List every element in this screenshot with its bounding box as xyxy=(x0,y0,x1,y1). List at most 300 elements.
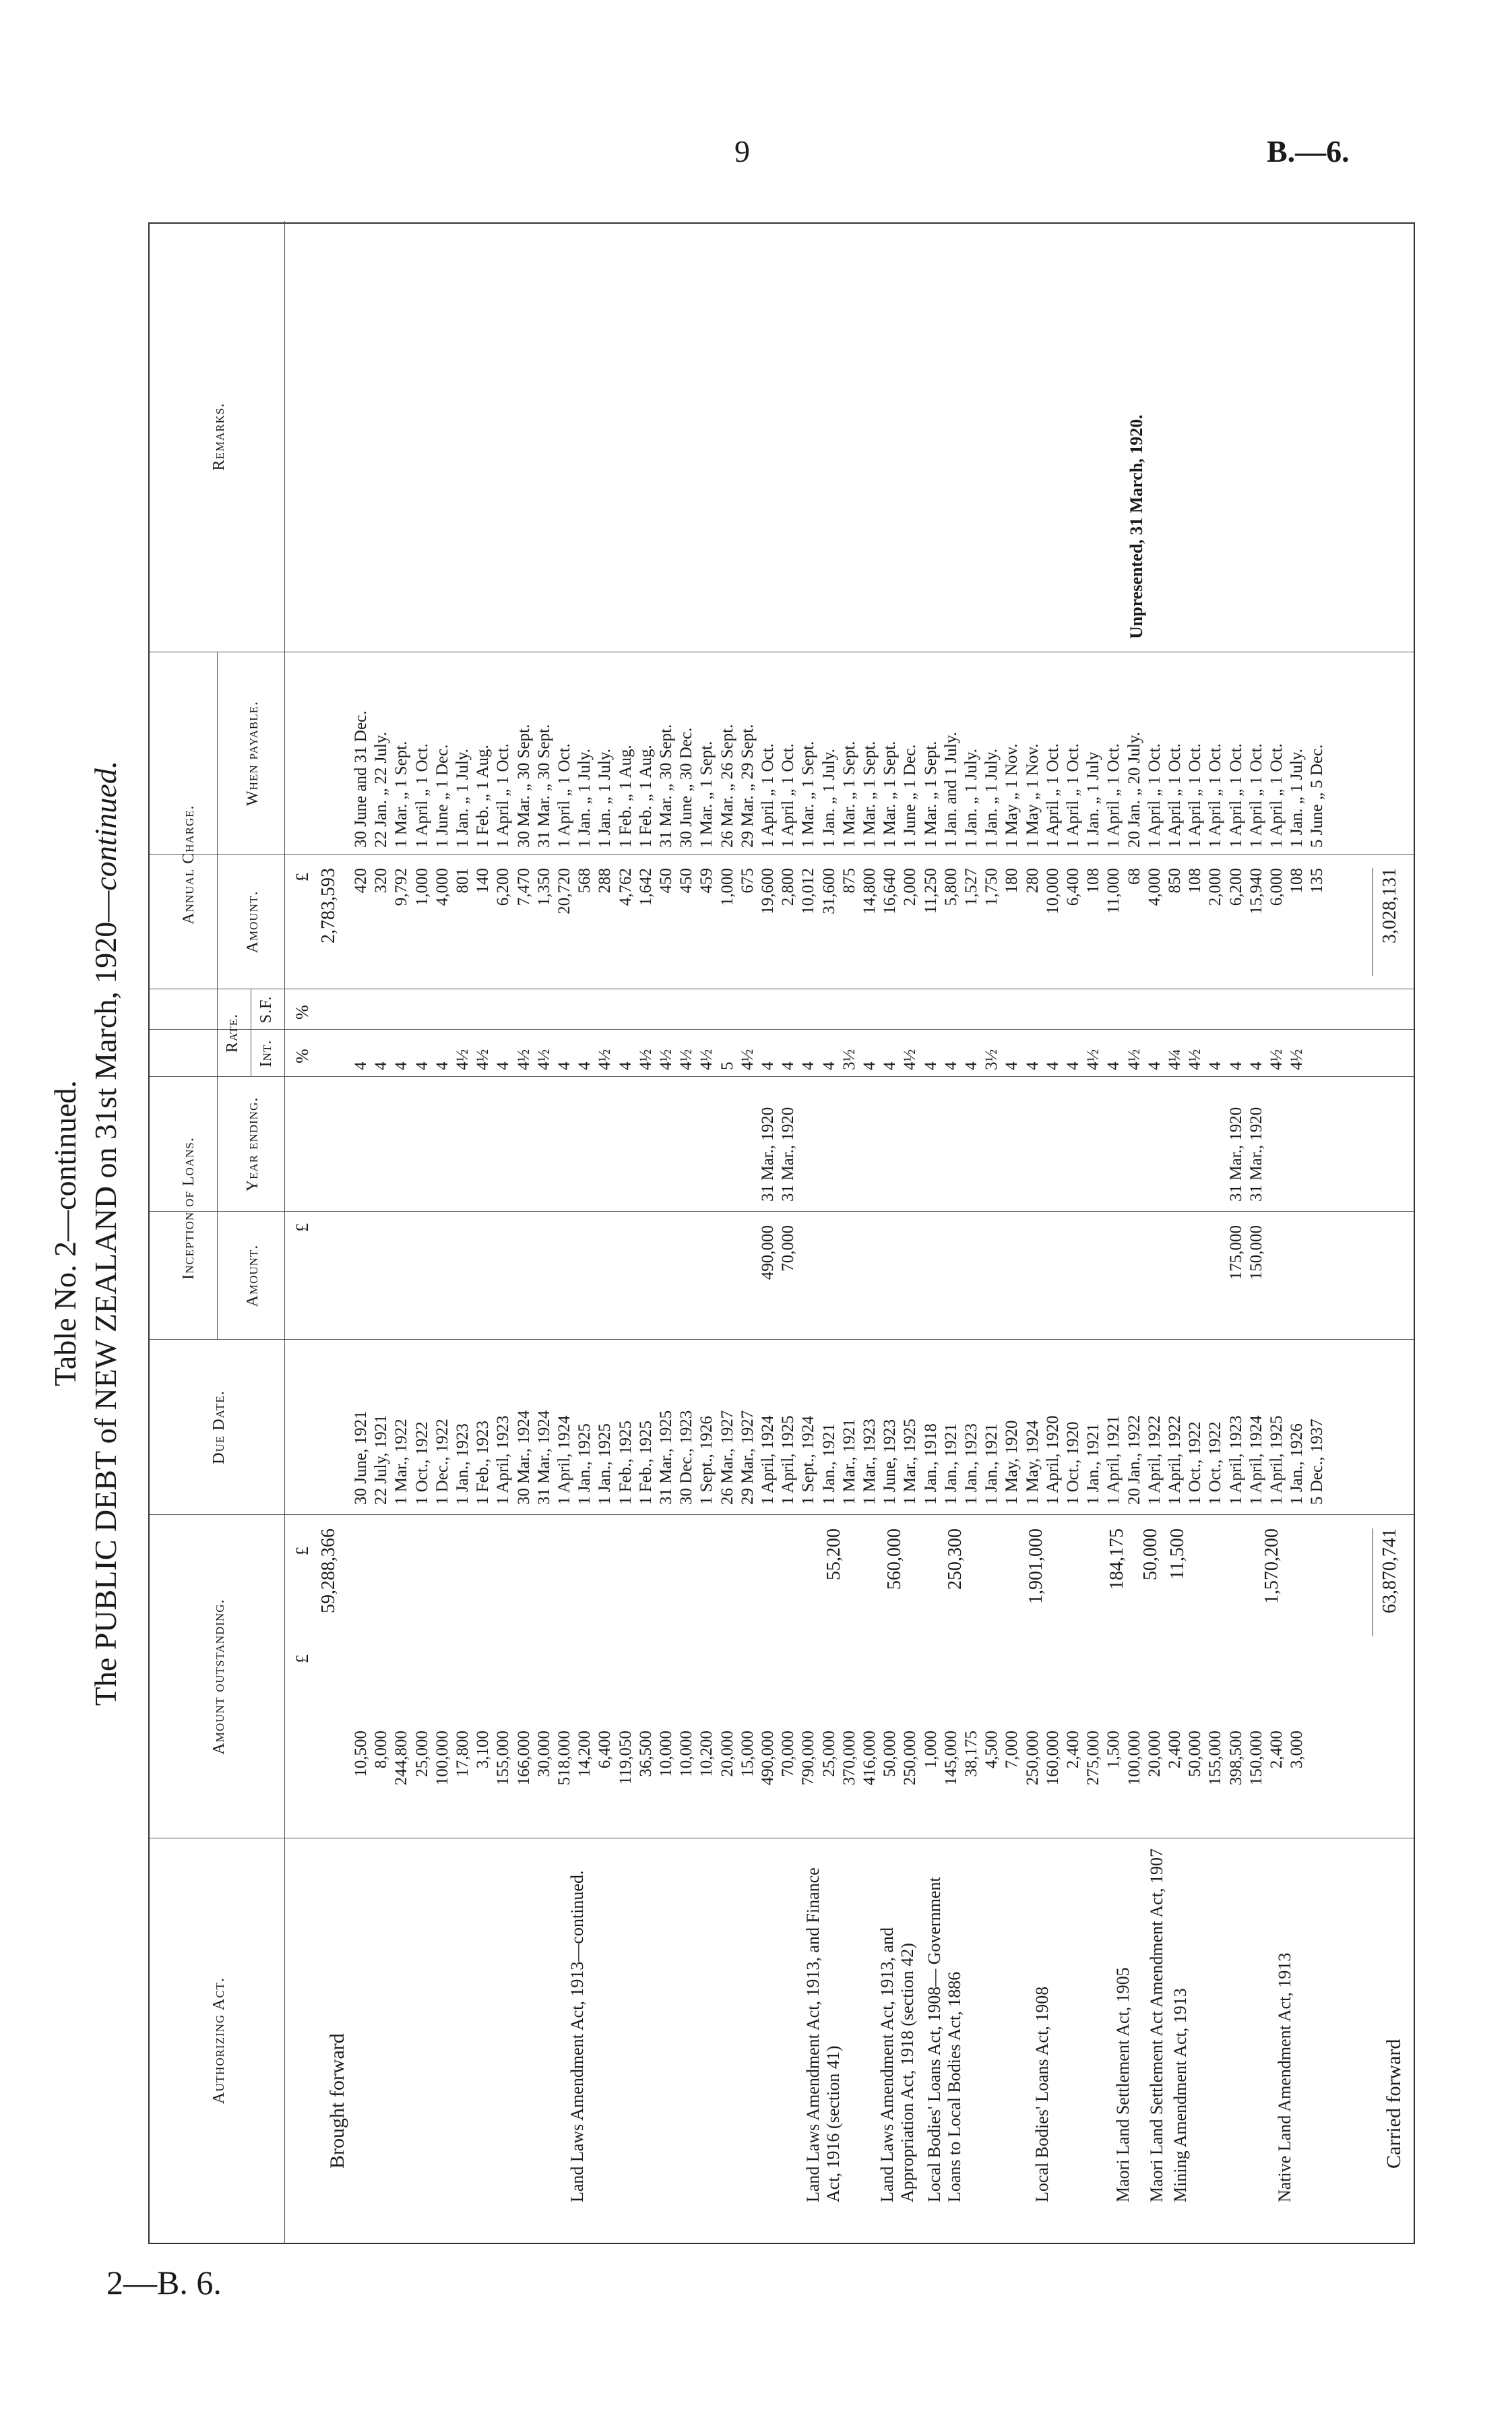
table-title xyxy=(88,222,123,2244)
inception-year: 31 Mar., 1920 xyxy=(1247,1107,1265,1202)
interest-rate: 4 xyxy=(412,1061,431,1070)
when-payable: 1 April „ 1 Oct. xyxy=(759,743,777,848)
when-payable: 1 Jan. „ 1 July. xyxy=(819,749,838,848)
when-payable: 1 June „ 1 Dec. xyxy=(901,744,920,848)
outstanding-amount: 155,000 xyxy=(494,1731,513,1786)
due-date: 1 Oct., 1922 xyxy=(1206,1421,1225,1505)
due-date: 1 Sept., 1926 xyxy=(697,1416,716,1505)
due-date: 20 Jan., 1922 xyxy=(1125,1415,1143,1505)
page-number: 9 xyxy=(734,134,750,168)
interest-rate: 4½ xyxy=(677,1049,696,1070)
outstanding-amount: 38,175 xyxy=(962,1731,980,1777)
outstanding-amount: 50,000 xyxy=(881,1731,900,1777)
interest-rate: 4½ xyxy=(738,1049,757,1070)
due-date: 1 Mar., 1922 xyxy=(392,1419,411,1505)
when-payable: 30 June and 31 Dec. xyxy=(352,710,370,848)
group-act-native-land: Native Land Amendment Act, 1913 xyxy=(1275,1952,1294,2202)
due-date: 1 Jan., 1918 xyxy=(921,1423,940,1505)
annual-charge-amount: 2,800 xyxy=(779,868,798,906)
annual-charge-amount: 320 xyxy=(372,868,391,894)
interest-rate: 4 xyxy=(1206,1061,1225,1070)
table-row xyxy=(1247,221,1265,2243)
due-date: 1 May, 1920 xyxy=(1003,1420,1021,1505)
table-row xyxy=(352,221,370,2243)
interest-rate: 4 xyxy=(1247,1061,1265,1070)
interest-rate: 4½ xyxy=(534,1049,553,1070)
annual-charge-amount: 850 xyxy=(1166,868,1184,894)
due-date: 1 Jan., 1921 xyxy=(941,1423,960,1505)
unit-pct: % xyxy=(292,1005,312,1020)
carried-forward-label: Carried forward xyxy=(1383,2039,1405,2169)
footer-code: 2—B. 6. xyxy=(106,2264,222,2301)
outstanding-amount: 490,000 xyxy=(759,1731,777,1786)
when-payable: 1 April „ 1 Oct. xyxy=(494,743,513,848)
annual-charge-amount: 5,800 xyxy=(941,868,960,906)
interest-rate: 4½ xyxy=(901,1049,920,1070)
annual-charge-amount: 11,000 xyxy=(1104,868,1123,914)
annual-rule xyxy=(217,652,218,1077)
table-row xyxy=(474,221,493,2243)
annual-charge-amount: 16,640 xyxy=(881,868,900,914)
annual-charge-amount: 9,792 xyxy=(392,868,411,906)
annual-charge-amount: 1,000 xyxy=(718,868,736,906)
annual-charge-amount: 4,000 xyxy=(1145,868,1164,906)
interest-rate: 4½ xyxy=(474,1049,493,1070)
interest-rate: 4½ xyxy=(1125,1049,1143,1070)
inception-rule xyxy=(217,1077,218,1340)
interest-rate: 4½ xyxy=(697,1049,716,1070)
outstanding-amount: 790,000 xyxy=(799,1731,818,1786)
outstanding-amount: 2,400 xyxy=(1064,1731,1082,1769)
header-inc-year: Year ending. xyxy=(244,1096,261,1192)
annual-charge-amount: 288 xyxy=(596,868,615,894)
when-payable: 1 June „ 1 Dec. xyxy=(433,744,451,848)
when-payable: 1 April „ 1 Oct. xyxy=(1226,743,1245,848)
annual-charge-amount: 10,012 xyxy=(799,868,818,914)
annual-charge-amount: 15,940 xyxy=(1247,868,1265,914)
group-act-mining: Mining Amendment Act, 1913 xyxy=(1170,1988,1190,2202)
outstanding-amount: 145,000 xyxy=(941,1731,960,1786)
due-date: 1 Jan., 1923 xyxy=(453,1423,472,1505)
group-total-appropriation: 560,000 xyxy=(884,1528,905,1590)
due-date: 1 April, 1920 xyxy=(1043,1415,1062,1505)
due-date: 1 April, 1924 xyxy=(555,1415,573,1505)
annual-charge-amount: 108 xyxy=(1084,868,1103,894)
group-total-native-land: 1,570,200 xyxy=(1261,1528,1282,1604)
when-payable: 1 Feb. „ 1 Aug. xyxy=(616,745,635,848)
due-date: 30 Mar., 1924 xyxy=(514,1410,533,1505)
when-payable: 1 April „ 1 Oct. xyxy=(1043,743,1062,848)
interest-rate: 4 xyxy=(1145,1061,1164,1070)
outstanding-amount: 10,000 xyxy=(657,1731,675,1777)
annual-charge-amount: 108 xyxy=(1288,868,1306,894)
interest-rate: 4 xyxy=(433,1061,451,1070)
due-date: 1 Jan., 1921 xyxy=(982,1423,1001,1505)
outstanding-amount: 25,000 xyxy=(819,1731,838,1777)
when-payable: 1 April „ 1 Oct. xyxy=(412,743,431,848)
interest-rate: 4 xyxy=(860,1061,879,1070)
due-date: 1 Mar., 1925 xyxy=(901,1419,920,1505)
outstanding-amount: 150,000 xyxy=(1247,1731,1265,1786)
annual-charge-amount: 140 xyxy=(474,868,493,894)
table-row xyxy=(779,221,798,2243)
annual-charge-amount: 1,527 xyxy=(962,868,980,906)
when-payable: 1 Mar. „ 1 Sept. xyxy=(840,741,858,848)
annual-charge-amount: 180 xyxy=(1003,868,1021,894)
header-rate: Rate. xyxy=(224,1013,241,1053)
when-payable: 1 April „ 1 Oct. xyxy=(1166,743,1184,848)
due-date: 31 Mar., 1925 xyxy=(657,1410,675,1505)
unit-pound: £ xyxy=(292,1654,312,1663)
carried-forward-charge: 3,028,131 xyxy=(1379,868,1400,943)
annual-charge-amount: 6,200 xyxy=(1226,868,1245,906)
inception-year: 31 Mar., 1920 xyxy=(759,1107,777,1202)
outstanding-amount: 2,400 xyxy=(1267,1731,1286,1769)
table-row xyxy=(616,221,635,2243)
interest-rate: 4¼ xyxy=(1166,1049,1184,1070)
due-date: 1 Dec., 1922 xyxy=(433,1419,451,1505)
interest-rate: 4 xyxy=(799,1061,818,1070)
group-act-maori-1905: Maori Land Settlement Act, 1905 xyxy=(1113,1967,1133,2202)
outstanding-amount: 70,000 xyxy=(779,1731,798,1777)
due-date: 1 May, 1924 xyxy=(1023,1420,1042,1505)
outstanding-amount: 30,000 xyxy=(534,1731,553,1777)
outstanding-amount: 10,000 xyxy=(677,1731,696,1777)
due-date: 1 April, 1925 xyxy=(779,1415,798,1505)
table-title-continued: continued. xyxy=(88,760,123,891)
header-due: Due Date. xyxy=(210,1390,228,1464)
outstanding-amount: 8,000 xyxy=(372,1731,391,1769)
outstanding-amount: 50,000 xyxy=(1186,1731,1205,1777)
header-rule xyxy=(284,221,285,2243)
outstanding-amount: 10,500 xyxy=(352,1731,370,1777)
table-row xyxy=(1084,221,1103,2243)
remark-unpresented: Unpresented, 31 March, 1920. xyxy=(1127,414,1146,639)
table-row xyxy=(433,221,451,2243)
table-row xyxy=(1186,221,1205,2243)
interest-rate: 4 xyxy=(921,1061,940,1070)
due-date: 1 Mar., 1923 xyxy=(860,1419,879,1505)
due-date: 1 Jan., 1926 xyxy=(1288,1423,1306,1505)
due-date: 1 Feb., 1923 xyxy=(474,1421,493,1505)
when-payable: 1 May „ 1 Nov. xyxy=(1003,743,1021,848)
outstanding-amount: 155,000 xyxy=(1206,1731,1225,1786)
interest-rate: 4 xyxy=(759,1061,777,1070)
table-row xyxy=(555,221,573,2243)
annual-charge-amount: 4,000 xyxy=(433,868,451,906)
carried-forward-total: 63,870,741 xyxy=(1379,1528,1400,1613)
when-payable: 29 Mar. „ 29 Sept. xyxy=(738,724,757,848)
group-total-maori-1905: 184,175 xyxy=(1106,1528,1127,1590)
when-payable: 1 April „ 1 Oct. xyxy=(1267,743,1286,848)
when-payable: 1 Jan. „ 1 July xyxy=(1084,751,1103,848)
outstanding-amount: 2,400 xyxy=(1166,1731,1184,1769)
due-date: 1 April, 1921 xyxy=(1104,1415,1123,1505)
interest-rate: 3½ xyxy=(840,1049,858,1070)
outstanding-amount: 10,200 xyxy=(697,1731,716,1777)
inception-amount: 70,000 xyxy=(779,1225,798,1272)
table-row xyxy=(514,221,533,2243)
table-row xyxy=(1043,221,1062,2243)
annual-charge-amount: 568 xyxy=(575,868,594,894)
interest-rate: 3½ xyxy=(982,1049,1001,1070)
due-date: 1 April, 1923 xyxy=(494,1415,513,1505)
interest-rate: 4 xyxy=(1104,1061,1123,1070)
due-date: 1 Jan., 1923 xyxy=(962,1423,980,1505)
when-payable: 1 Mar. „ 1 Sept. xyxy=(921,741,940,848)
outstanding-amount: 416,000 xyxy=(860,1731,879,1786)
when-payable: 1 Feb. „ 1 Aug. xyxy=(474,745,493,848)
table-row xyxy=(860,221,879,2243)
due-date: 1 Oct., 1922 xyxy=(412,1421,431,1505)
outstanding-amount: 166,000 xyxy=(514,1731,533,1786)
when-payable: 31 Mar. „ 30 Sept. xyxy=(657,724,675,848)
interest-rate: 4 xyxy=(494,1061,513,1070)
interest-rate: 4½ xyxy=(1267,1049,1286,1070)
interest-rate: 4 xyxy=(1064,1061,1082,1070)
annual-charge-amount: 7,470 xyxy=(514,868,533,906)
brought-forward-label: Brought forward xyxy=(326,2033,348,2169)
due-date: 26 Mar., 1927 xyxy=(718,1410,736,1505)
group-act-maori-1907: Maori Land Settlement Act Amendment Act, 1907 xyxy=(1147,1849,1166,2202)
table-row xyxy=(453,221,472,2243)
header-int: Int. xyxy=(257,1039,275,1067)
when-payable: 1 April „ 1 Oct. xyxy=(1206,743,1225,848)
annual-charge-amount: 4,762 xyxy=(616,868,635,906)
outstanding-amount: 119,050 xyxy=(616,1731,635,1785)
due-date: 1 Jan., 1921 xyxy=(819,1423,838,1505)
annual-charge-amount: 875 xyxy=(840,868,858,894)
when-payable: 1 April „ 1 Oct. xyxy=(555,743,573,848)
inception-amount: 150,000 xyxy=(1247,1225,1265,1280)
annual-charge-amount: 108 xyxy=(1186,868,1205,894)
when-payable: 1 Mar. „ 1 Sept. xyxy=(697,741,716,848)
annual-charge-amount: 6,200 xyxy=(494,868,513,906)
interest-rate: 4 xyxy=(616,1061,635,1070)
table-row xyxy=(1308,221,1327,2243)
when-payable: 1 April „ 1 Oct. xyxy=(1145,743,1164,848)
interest-rate: 4 xyxy=(1226,1061,1245,1070)
due-date: 1 April, 1924 xyxy=(759,1415,777,1505)
when-payable: 26 Mar. „ 26 Sept. xyxy=(718,724,736,848)
header-act: Authorizing Act. xyxy=(210,1977,228,2104)
annual-charge-amount: 10,000 xyxy=(1043,868,1062,914)
table-row xyxy=(697,221,716,2243)
interest-rate: 4 xyxy=(1043,1061,1062,1070)
when-payable: 1 May „ 1 Nov. xyxy=(1023,743,1042,848)
table-row xyxy=(596,221,615,2243)
unit-pound: £ xyxy=(292,873,312,881)
when-payable: 1 Jan. „ 1 July. xyxy=(982,749,1001,848)
annual-charge-amount: 20,720 xyxy=(555,868,573,914)
annual-charge-amount: 675 xyxy=(738,868,757,894)
when-payable: 1 April „ 1 Oct. xyxy=(1104,743,1123,848)
interest-rate: 4½ xyxy=(596,1049,615,1070)
annual-charge-amount: 6,400 xyxy=(1064,868,1082,906)
outstanding-amount: 250,000 xyxy=(901,1731,920,1786)
group-total-mining: 11,500 xyxy=(1167,1528,1188,1580)
outstanding-amount: 370,000 xyxy=(840,1731,858,1786)
interest-rate: 4 xyxy=(1023,1061,1042,1070)
inception-year: 31 Mar., 1920 xyxy=(1226,1107,1245,1202)
table-title-main: The PUBLIC DEBT of NEW ZEALAND on 31st March, 1920— xyxy=(88,890,123,1706)
due-date: 30 June, 1921 xyxy=(352,1410,370,1505)
header-sf: S.F. xyxy=(257,995,275,1024)
due-date: 30 Dec., 1923 xyxy=(677,1410,696,1505)
table-row xyxy=(982,221,1001,2243)
when-payable: 1 Jan. and 1 July. xyxy=(941,732,960,848)
header-annual: Annual Charge. xyxy=(180,805,197,925)
outstanding-amount: 244,800 xyxy=(392,1731,411,1786)
when-payable: 1 Mar. „ 1 Sept. xyxy=(799,741,818,848)
due-date: 1 Jan., 1925 xyxy=(596,1423,615,1505)
unit-pound: £ xyxy=(292,1547,312,1555)
annual-charge-amount: 19,600 xyxy=(759,868,777,914)
group-act-appropriation: Land Laws Amendment Act, 1913, and Appropriation Act, 1918 (section 42) xyxy=(877,1927,917,2202)
due-date: 5 Dec., 1937 xyxy=(1308,1419,1327,1505)
interest-rate: 4 xyxy=(1003,1061,1021,1070)
brought-forward-charge: 2,783,593 xyxy=(318,868,339,943)
when-payable: 31 Mar. „ 30 Sept. xyxy=(534,724,553,848)
rotated-table-sheet xyxy=(48,88,1435,2244)
annual-charge-amount: 1,350 xyxy=(534,868,553,906)
outstanding-amount: 7,000 xyxy=(1003,1731,1021,1769)
interest-rate: 4 xyxy=(779,1061,798,1070)
inception-amount: 175,000 xyxy=(1226,1225,1245,1280)
due-date: 29 Mar., 1927 xyxy=(738,1410,757,1505)
annual-charge-amount: 1,642 xyxy=(636,868,655,906)
group-total-local-bodies-1886: 250,300 xyxy=(945,1528,966,1590)
annual-charge-amount: 135 xyxy=(1308,868,1327,894)
annual-charge-amount: 1,750 xyxy=(982,868,1001,906)
when-payable: 1 April „ 1 Oct. xyxy=(1247,743,1265,848)
outstanding-amount: 17,800 xyxy=(453,1731,472,1777)
interest-rate: 4 xyxy=(392,1061,411,1070)
outstanding-amount: 398,500 xyxy=(1226,1731,1245,1786)
outstanding-amount: 3,000 xyxy=(1288,1731,1306,1769)
outstanding-amount: 518,000 xyxy=(555,1731,573,1786)
annual-charge-amount: 1,000 xyxy=(412,868,431,906)
outstanding-amount: 100,000 xyxy=(433,1731,451,1786)
header-when: When payable. xyxy=(244,701,261,806)
group-total-local-bodies: 1,901,000 xyxy=(1026,1528,1046,1604)
table-row xyxy=(1003,221,1021,2243)
interest-rate: 4½ xyxy=(514,1049,533,1070)
table-row xyxy=(392,221,411,2243)
header-inc-amount: Amount. xyxy=(244,1244,261,1307)
when-payable: 1 Mar. „ 1 Sept. xyxy=(392,741,411,848)
table-number: Table No. 2—continued. xyxy=(48,1080,82,1387)
interest-rate: 4 xyxy=(941,1061,960,1070)
brought-forward-total: 59,288,366 xyxy=(318,1528,339,1613)
group-total-maori-1907: 50,000 xyxy=(1140,1528,1161,1580)
interest-rate: 4 xyxy=(555,1061,573,1070)
interest-rate: 4 xyxy=(372,1061,391,1070)
table-row xyxy=(372,221,391,2243)
table-row xyxy=(1226,221,1245,2243)
when-payable: 1 April „ 1 Oct. xyxy=(1064,743,1082,848)
inception-amount: 490,000 xyxy=(759,1225,777,1280)
when-payable: 1 Feb. „ 1 Aug. xyxy=(636,745,655,848)
when-payable: 1 April „ 1 Oct. xyxy=(1186,743,1205,848)
outstanding-amount: 1,500 xyxy=(1104,1731,1123,1769)
outstanding-amount: 160,000 xyxy=(1043,1731,1062,1786)
interest-rate: 4½ xyxy=(657,1049,675,1070)
table-row xyxy=(534,221,553,2243)
due-date: 22 July, 1921 xyxy=(372,1415,391,1505)
when-payable: 30 Mar. „ 30 Sept. xyxy=(514,724,533,848)
table-row xyxy=(412,221,431,2243)
due-date: 1 April, 1924 xyxy=(1247,1415,1265,1505)
table-row xyxy=(657,221,675,2243)
when-payable: 30 June „ 30 Dec. xyxy=(677,727,696,848)
annual-charge-amount: 450 xyxy=(657,868,675,894)
inception-year: 31 Mar., 1920 xyxy=(779,1107,798,1202)
outstanding-amount: 1,000 xyxy=(921,1731,940,1769)
annual-charge-amount: 14,800 xyxy=(860,868,879,914)
interest-rate: 4½ xyxy=(1186,1049,1205,1070)
interest-rate: 5 xyxy=(718,1061,736,1070)
annual-charge-amount: 11,250 xyxy=(921,868,940,914)
due-date: 1 Feb., 1925 xyxy=(636,1421,655,1505)
when-payable: 1 Jan. „ 1 July. xyxy=(453,749,472,848)
table-row xyxy=(636,221,655,2243)
due-date: 1 Oct., 1920 xyxy=(1064,1421,1082,1505)
table-row xyxy=(738,221,757,2243)
due-date: 1 April, 1923 xyxy=(1226,1415,1245,1505)
when-payable: 1 Jan. „ 1 July. xyxy=(1288,749,1306,848)
header-outstanding: Amount outstanding. xyxy=(210,1599,228,1755)
unit-pct: % xyxy=(292,1049,312,1063)
annual-charge-amount: 2,000 xyxy=(901,868,920,906)
table-row xyxy=(494,221,513,2243)
series-code: B.—6. xyxy=(1267,134,1350,168)
due-date: 1 April, 1922 xyxy=(1166,1415,1184,1505)
interest-rate: 4½ xyxy=(1288,1049,1306,1070)
header-inception: Inception of Loans. xyxy=(180,1137,197,1280)
annual-charge-amount: 6,000 xyxy=(1267,868,1286,906)
interest-rate: 4½ xyxy=(636,1049,655,1070)
interest-rate: 4 xyxy=(962,1061,980,1070)
interest-rate: 4 xyxy=(352,1061,370,1070)
due-date: 1 April, 1925 xyxy=(1267,1415,1286,1505)
table-row xyxy=(759,221,777,2243)
group-act-land-laws: Land Laws Amendment Act, 1913—continued. xyxy=(567,1870,587,2202)
outstanding-amount: 15,000 xyxy=(738,1731,757,1777)
table-row xyxy=(1206,221,1225,2243)
header-remarks: Remarks. xyxy=(210,402,228,471)
group-total-finance: 55,200 xyxy=(823,1528,844,1580)
annual-charge-amount: 2,000 xyxy=(1206,868,1225,906)
outstanding-amount: 100,000 xyxy=(1125,1731,1143,1786)
outstanding-amount: 25,000 xyxy=(412,1731,431,1777)
table-row xyxy=(677,221,696,2243)
due-date: 1 Feb., 1925 xyxy=(616,1421,635,1505)
outstanding-amount: 6,400 xyxy=(596,1731,615,1769)
outstanding-amount: 20,000 xyxy=(1145,1731,1164,1777)
interest-rate: 4 xyxy=(819,1061,838,1070)
interest-rate: 4 xyxy=(881,1061,900,1070)
outstanding-amount: 20,000 xyxy=(718,1731,736,1777)
when-payable: 1 Jan. „ 1 July. xyxy=(596,749,615,848)
annual-charge-amount: 280 xyxy=(1023,868,1042,894)
table-row xyxy=(1288,221,1306,2243)
when-payable: 1 Jan. „ 1 July. xyxy=(575,749,594,848)
due-date: 1 Sept., 1924 xyxy=(799,1416,818,1505)
interest-rate: 4½ xyxy=(453,1049,472,1070)
group-act-finance: Land Laws Amendment Act, 1913, and Finance Act, 1916 (section 41) xyxy=(803,1867,843,2202)
outstanding-amount: 4,500 xyxy=(982,1731,1001,1769)
